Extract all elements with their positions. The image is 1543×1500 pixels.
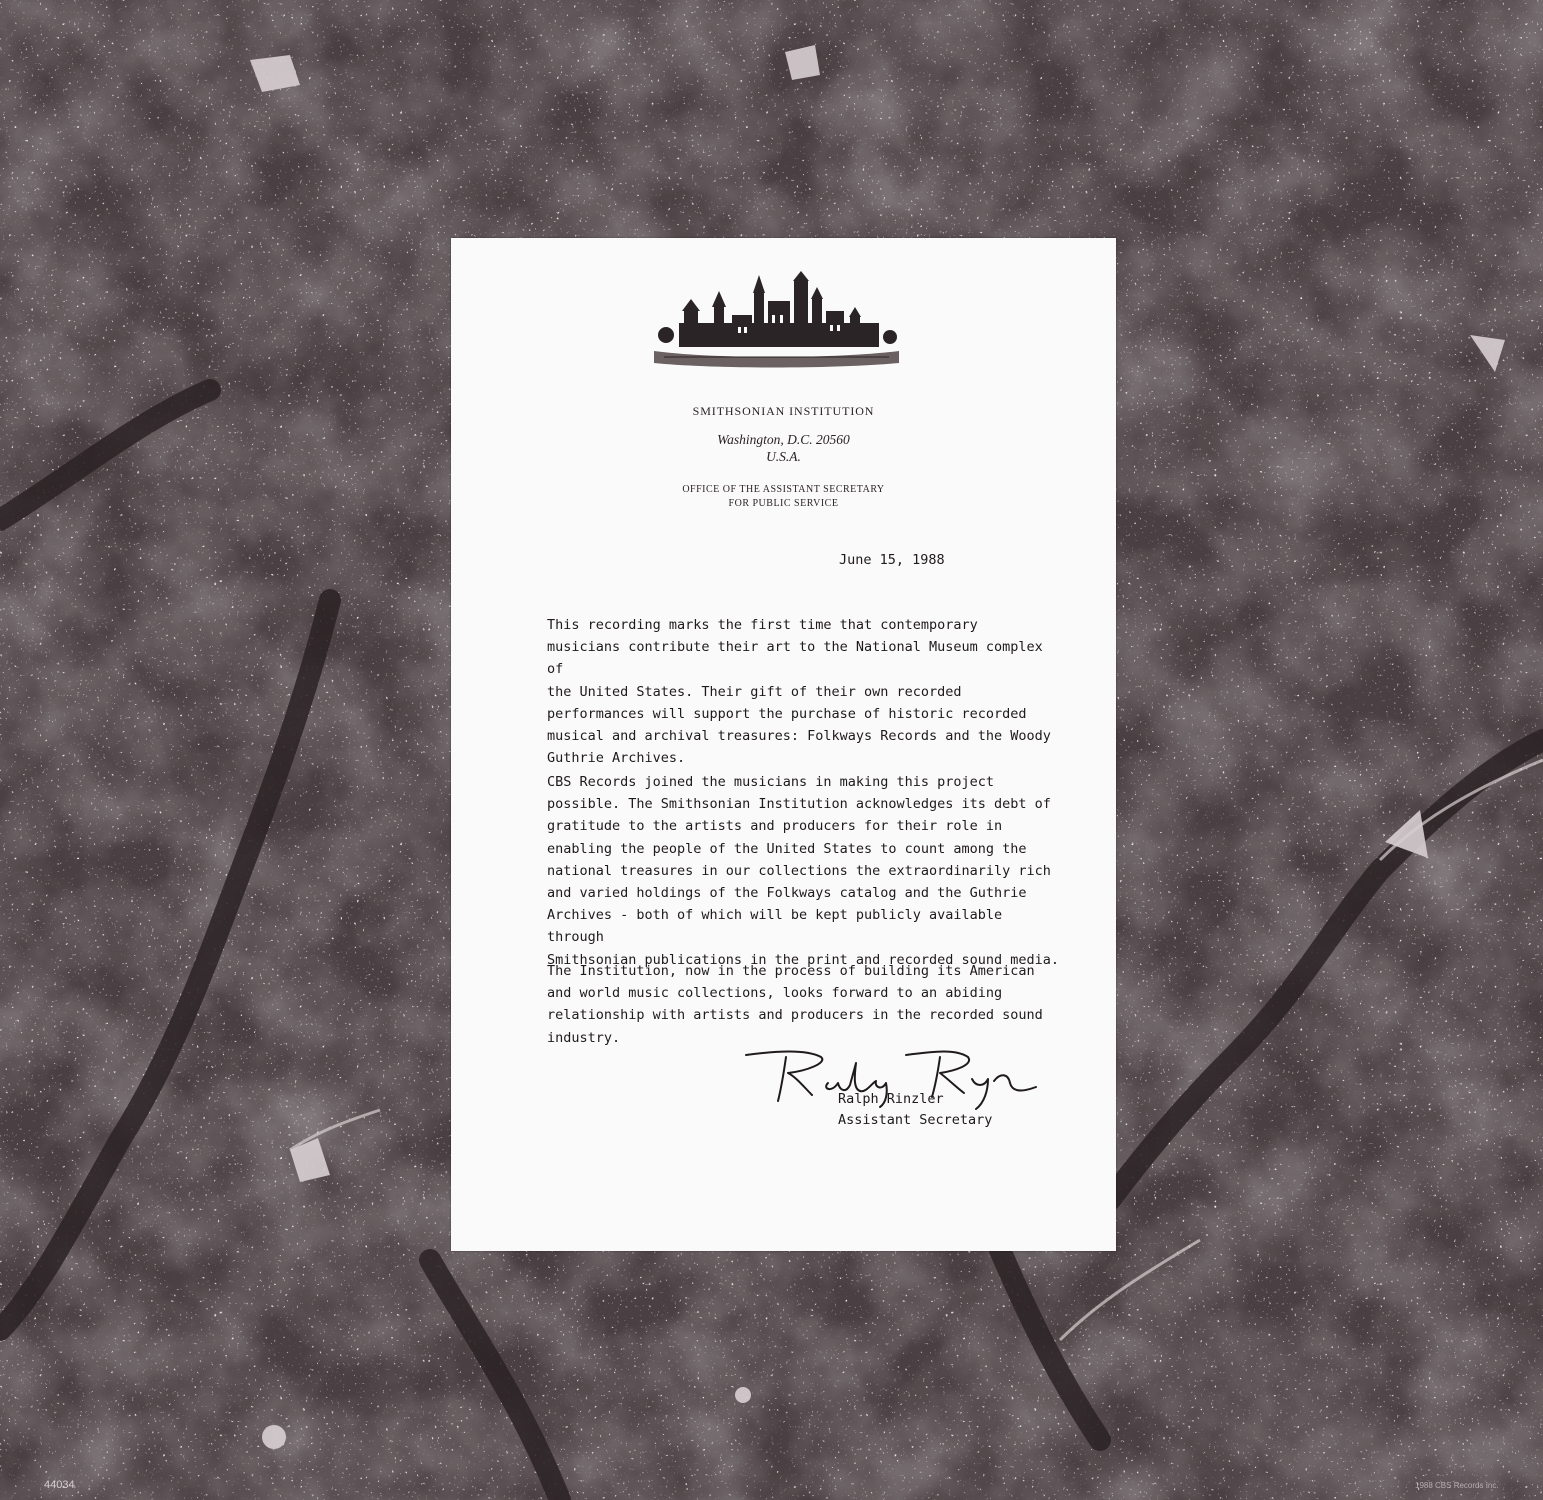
office-line-2: FOR PUBLIC SERVICE xyxy=(728,498,839,509)
letter-date: June 15, 1988 xyxy=(839,552,945,568)
letter-sheet xyxy=(451,238,1116,1251)
catalog-number: 44034 xyxy=(44,1479,75,1491)
institution-name: SMITHSONIAN INSTITUTION xyxy=(692,404,875,418)
office-name xyxy=(451,483,1116,511)
office-line-1: OFFICE OF THE ASSISTANT SECRETARY xyxy=(682,484,885,495)
signer-name: Ralph Rinzler xyxy=(838,1091,944,1107)
city-line: Washington, D.C. 20560 xyxy=(717,432,850,447)
paragraph-3: The Institution, now in the process of building its American and world music collections, looks forward to an abiding relationship with artists and producers in the recorded sound industry. xyxy=(547,963,1043,1046)
signer-title: Assistant Secretary xyxy=(838,1112,993,1128)
paragraph-1: This recording marks the first time that contemporary musicians contribute their art to the National Museum complex of the United States. Their gift of their own recorded performances will support the purchase of historic recorded musical and archival treasures: Folkways Records and the Woody Guthrie Archives. xyxy=(547,617,1051,767)
country-line: U.S.A. xyxy=(766,449,801,464)
letterhead-address xyxy=(451,431,1116,465)
paragraph-2: CBS Records joined the musicians in making this project possible. The Smithsonian Institution acknowledges its debt of gratitude to the artists and producers for their role in enabling the people of the United States to count among the national treasures in our collections the extraordinarily rich and varied holdings of the Folkways catalog and the Guthrie Archives - both of which will be kept publicly available through Smithsonian publications in the print and recorded sound media. xyxy=(547,774,1060,968)
signature-block xyxy=(838,1089,992,1131)
smithsonian-castle-icon xyxy=(654,271,899,371)
copyright-notice: 1988 CBS Records Inc. xyxy=(1415,1481,1499,1490)
